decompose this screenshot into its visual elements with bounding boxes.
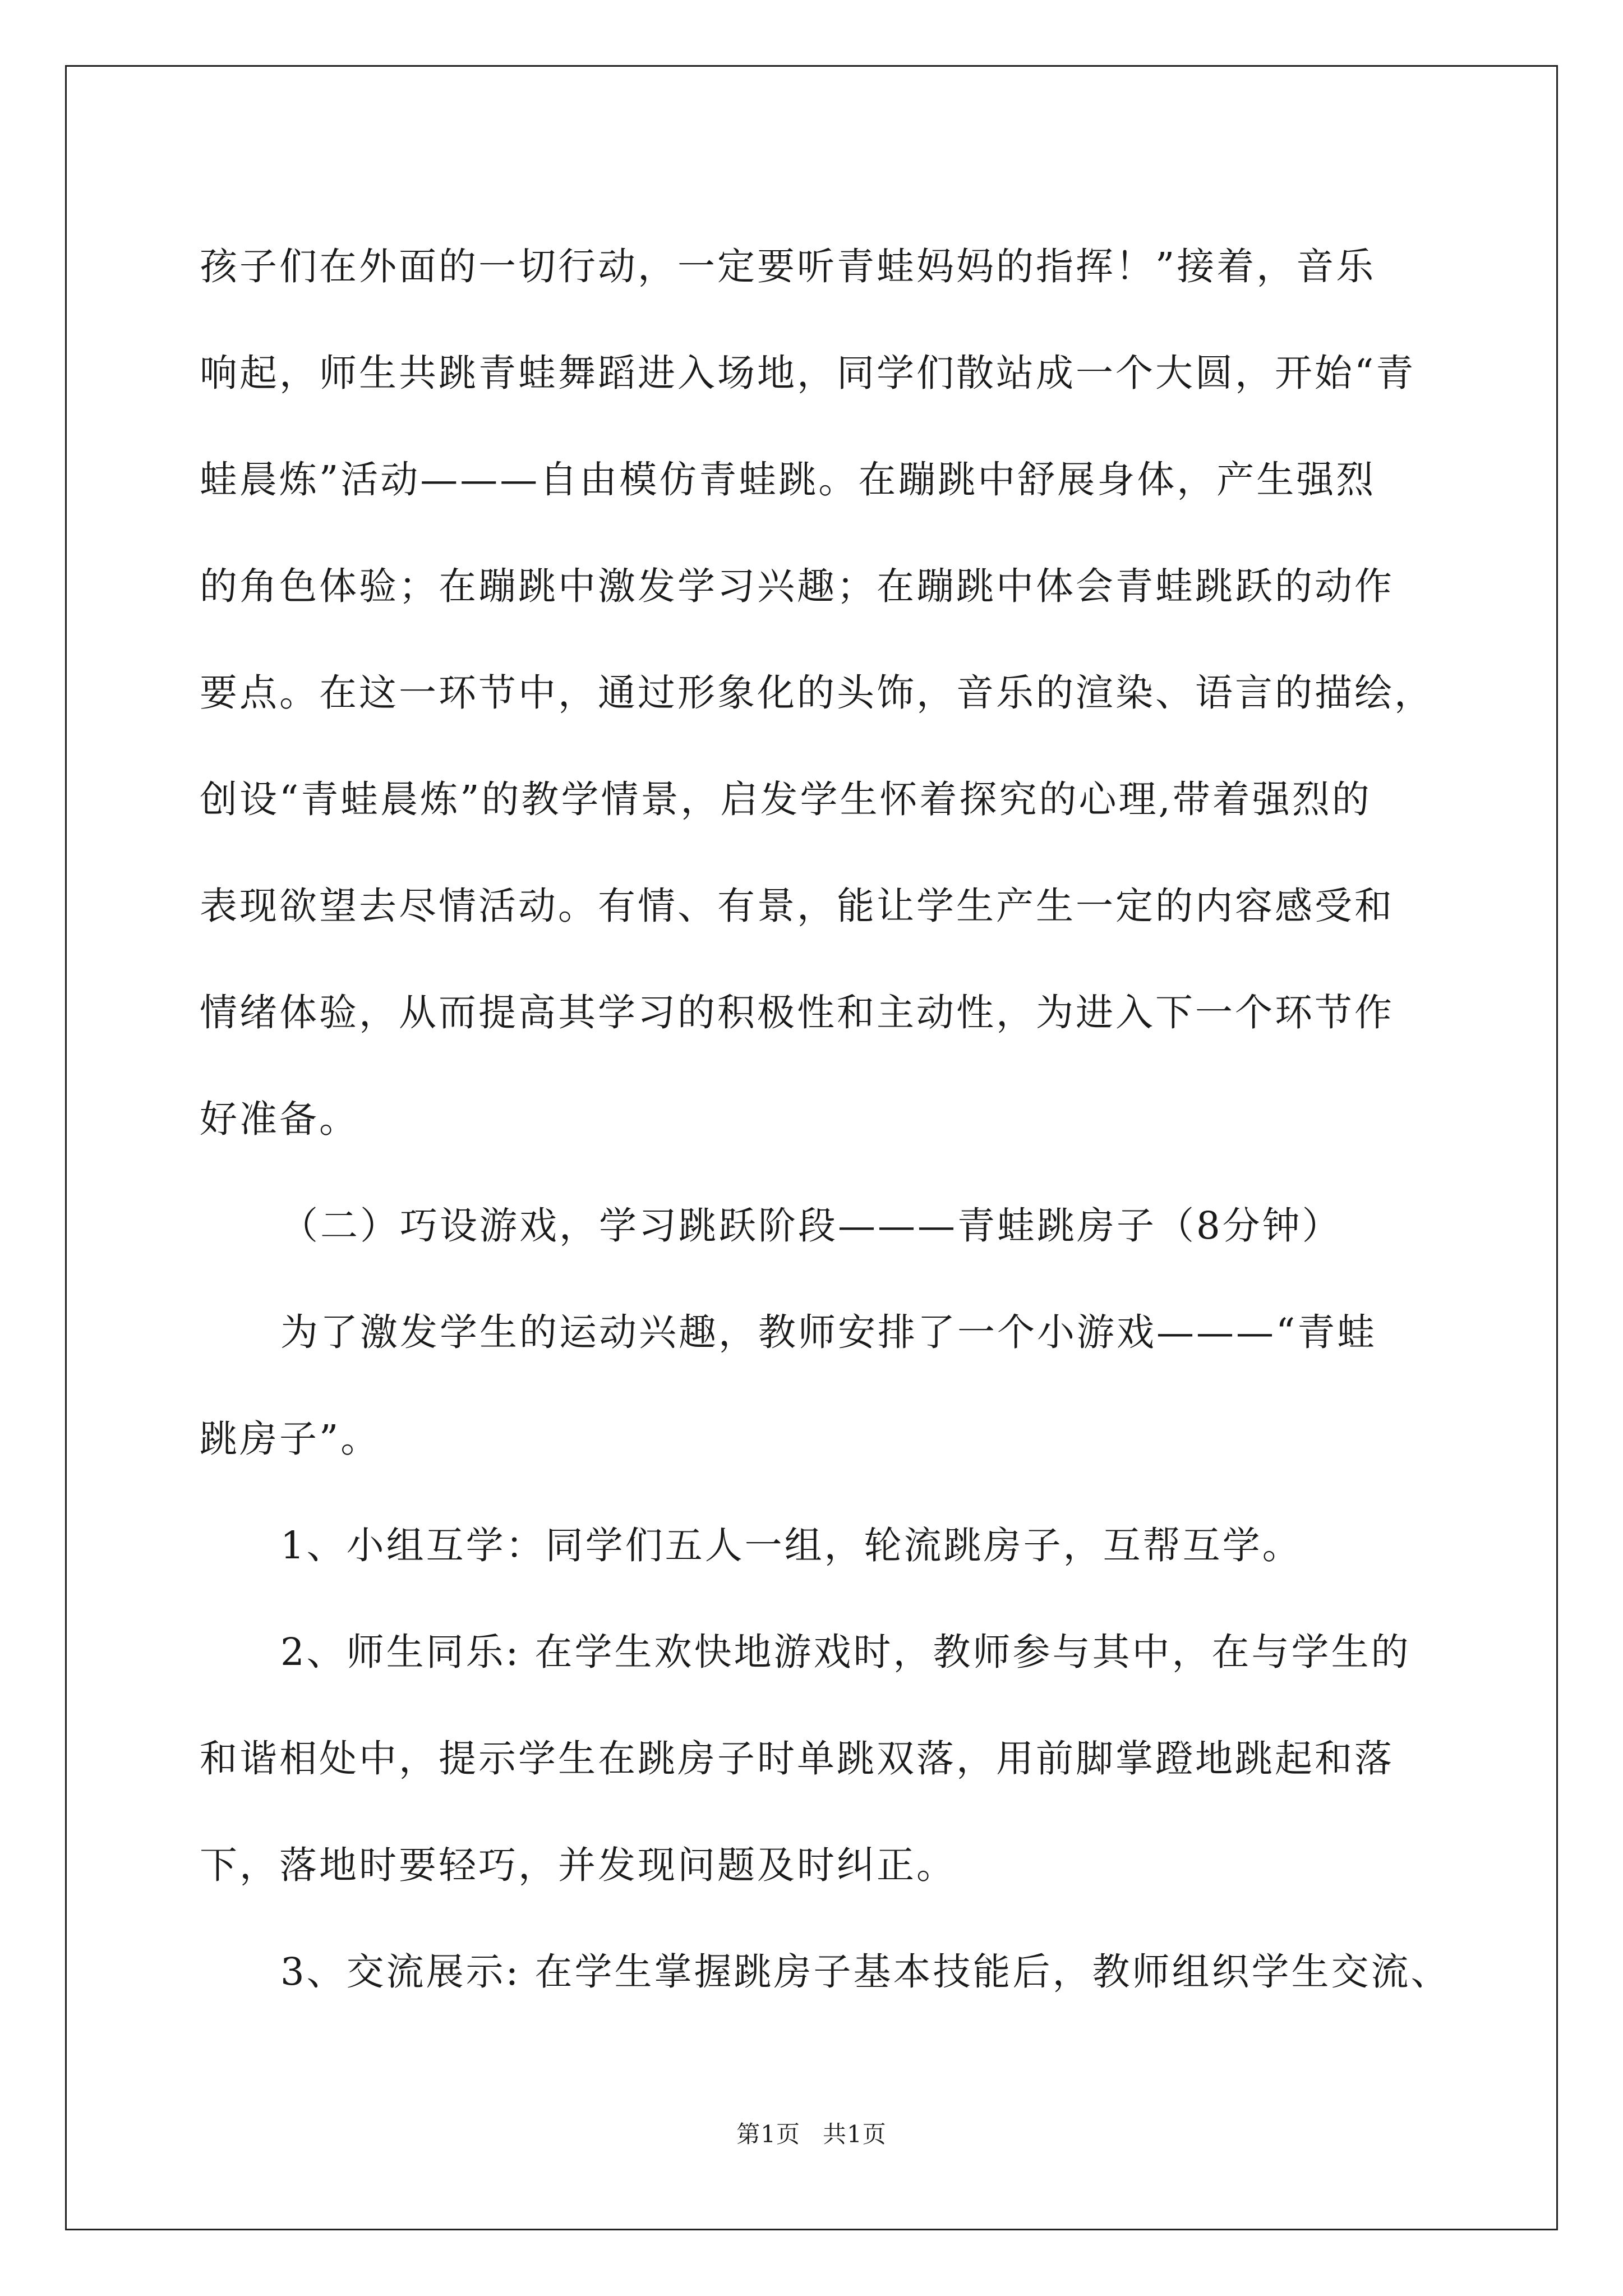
text-line: 下，落地时要轻巧，并发现问题及时纠正。: [200, 1843, 956, 1887]
text-line: 要点。在这一环节中，通过形象化的头饰，音乐的渲染、语言的描绘，: [200, 671, 1434, 715]
document-body: [200, 213, 1451, 2025]
page-number-current: 第1页: [736, 2120, 800, 2148]
list-item: 2、师生同乐: 在学生欢快地游戏时，教师参与其中，在与学生的: [280, 1630, 1411, 1674]
page-footer: [0, 2116, 1623, 2150]
text-line: 为了激发学生的运动兴趣，教师安排了一个小游戏———“青蛙: [280, 1310, 1377, 1354]
text-line: 和谐相处中，提示学生在跳房子时单跳双落，用前脚掌蹬地跳起和落: [200, 1737, 1394, 1780]
text-line: 好准备。: [200, 1097, 359, 1141]
text-line: 表现欲望去尽情活动。有情、有景，能让学生产生一定的内容感受和: [200, 884, 1394, 928]
list-item: 3、交流展示: 在学生掌握跳房子基本技能后，教师组织学生交流、: [280, 1950, 1451, 1994]
text-line: 蛙晨炼”活动———自由模仿青蛙跳。在蹦跳中舒展身体，产生强烈: [200, 458, 1376, 501]
text-line: 的角色体验；在蹦跳中激发学习兴趣；在蹦跳中体会青蛙跳跃的动作: [200, 564, 1394, 608]
text-line: 创设“青蛙晨炼”的教学情景，启发学生怀着探究的心理,带着强烈的: [200, 777, 1372, 821]
text-line: 响起，师生共跳青蛙舞蹈进入场地，同学们散站成一个大圆，开始“青: [200, 351, 1416, 395]
page-number-total: 共1页: [823, 2120, 887, 2148]
list-item: 1、小组互学：同学们五人一组，轮流跳房子，互帮互学。: [280, 1524, 1302, 1567]
text-line: 情绪体验，从而提高其学习的积极性和主动性，为进入下一个环节作: [200, 991, 1394, 1034]
section-heading: （二）巧设游戏，学习跳跃阶段———青蛙跳房子（8分钟）: [280, 1204, 1342, 1248]
text-line: 跳房子”。: [200, 1417, 381, 1461]
text-line: 孩子们在外面的一切行动，一定要听青蛙妈妈的指挥！”接着，音乐: [200, 245, 1376, 288]
